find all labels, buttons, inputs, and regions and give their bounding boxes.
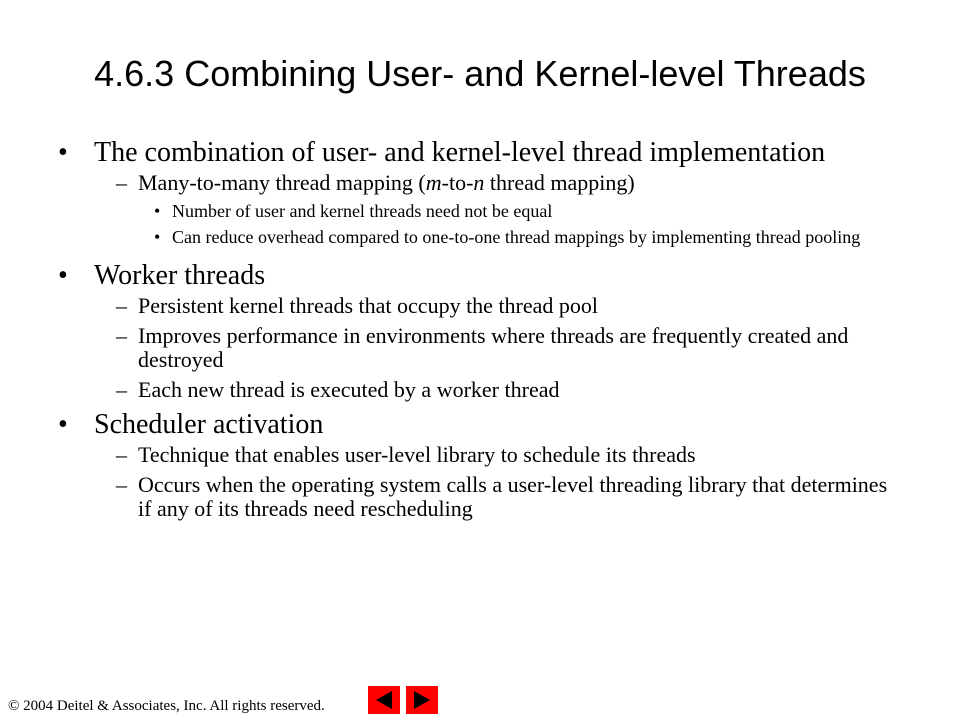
sub-bullet-text-pre: Many-to-many thread mapping ( (138, 170, 426, 195)
dash-marker: – (116, 293, 127, 318)
sub-sub-bullet-text: Number of user and kernel threads need not be equal (172, 201, 553, 221)
right-triangle-icon (406, 686, 438, 714)
bullet-worker-threads (58, 261, 898, 291)
bullet-text: Scheduler activation (94, 409, 324, 440)
next-slide-button[interactable] (406, 686, 438, 714)
sub-bullet-text: Each new thread is executed by a worker thread (138, 377, 560, 402)
bullet-marker: • (154, 201, 161, 221)
dash-marker: – (116, 472, 127, 497)
bullet-text: Worker threads (94, 260, 266, 291)
dash-marker: – (116, 377, 127, 402)
sub-bullet-persistent (116, 294, 898, 318)
previous-slide-button[interactable] (368, 686, 400, 714)
bullet-marker: • (154, 227, 161, 247)
dash-marker: – (116, 442, 127, 467)
sub-bullet-improves-performance (116, 324, 898, 372)
sub-bullet-text-m: m (425, 170, 442, 195)
sub-bullet-text: Occurs when the operating system calls a user-level threading library that determines if any of its threads need rescheduling (138, 472, 888, 521)
sub-bullet-worker-executes (116, 378, 898, 402)
sub-bullet-text: Improves performance in environments where threads are frequently created and destroyed (138, 323, 849, 372)
sub-bullet-text-n: n (473, 170, 485, 195)
copyright-footer: © 2004 Deitel & Associates, Inc. All rights reserved. (8, 698, 325, 714)
bullet-scheduler-activation (58, 410, 898, 440)
slide-title: 4.6.3 Combining User- and Kernel-level Threads (94, 53, 866, 94)
sub-bullet-text-mid: -to- (441, 170, 474, 195)
bullet-marker: • (58, 260, 68, 291)
sub-sub-bullet-not-equal (154, 201, 898, 221)
sub-bullet-text: Technique that enables user-level library to schedule its threads (138, 442, 696, 467)
sub-bullet-text-post: thread mapping) (484, 170, 635, 195)
left-triangle-icon (368, 686, 400, 714)
dash-marker: – (116, 170, 127, 195)
dash-marker: – (116, 323, 127, 348)
bullet-marker: • (58, 409, 68, 440)
slide-content (58, 138, 898, 527)
bullet-marker: • (58, 137, 68, 168)
sub-bullet-text: Persistent kernel threads that occupy the thread pool (138, 293, 599, 318)
bullet-combination (58, 138, 898, 168)
sub-sub-bullet-reduce-overhead (154, 227, 898, 247)
sub-bullet-occurs-when (116, 473, 898, 521)
sub-bullet-many-to-many (116, 171, 898, 195)
bullet-text: The combination of user- and kernel-level thread implementation (94, 137, 826, 168)
sub-bullet-technique (116, 443, 898, 467)
sub-sub-bullet-text: Can reduce overhead compared to one-to-one thread mappings by implementing thread pooling (172, 227, 861, 247)
